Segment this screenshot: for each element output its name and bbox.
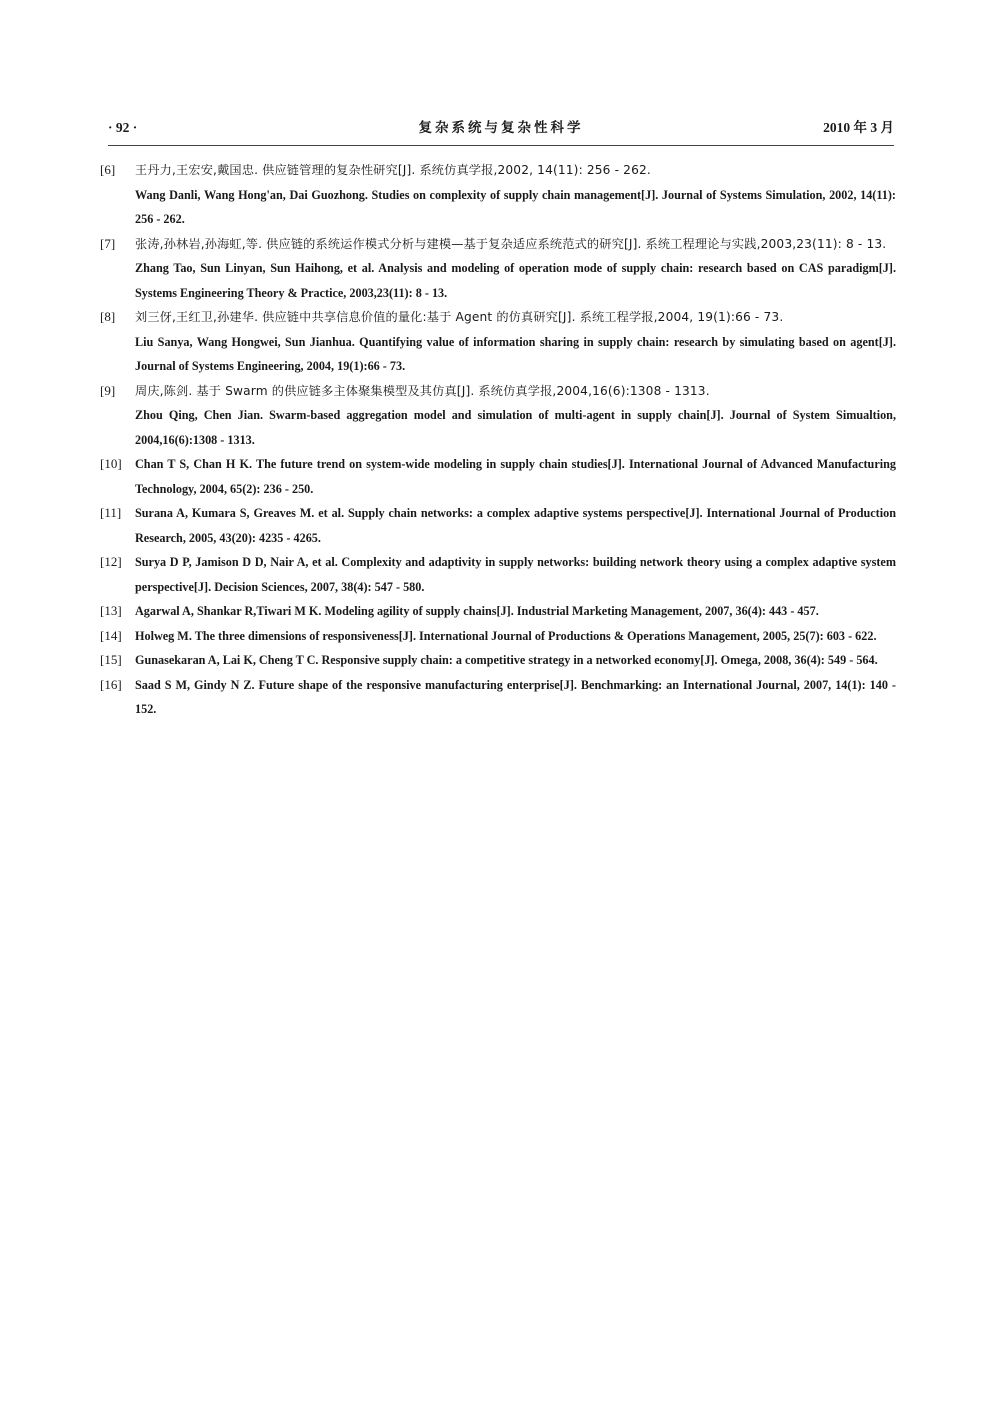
reference-item-6 (100, 158, 896, 232)
reference-item-8 (100, 305, 896, 379)
reference-number: [8] (100, 309, 116, 324)
reference-english-citation: Liu Sanya, Wang Hongwei, Sun Jianhua. Quantifying value of information sharing in supply chain: research by simulating based on agent[J]. Journal of Systems Engineering, 2004, 19(1):66 - 73. (135, 334, 896, 373)
reference-number: [14] (100, 627, 122, 643)
reference-item-16 (100, 673, 896, 722)
journal-title: 复杂系统与复杂性科学 (418, 120, 584, 135)
reference-number: [7] (100, 235, 116, 251)
reference-item-12 (100, 550, 896, 599)
reference-body (135, 158, 896, 232)
reference-english-citation: Zhou Qing, Chen Jian. Swarm-based aggregation model and simulation of multi-agent in supply chain[J]. Journal of System Simualtion, 2004,16(6):1308 - 1313. (135, 408, 896, 447)
reference-number: [6] (100, 162, 116, 177)
reference-citation: Gunasekaran A, Lai K, Cheng T C. Responsive supply chain: a competitive strategy in a networked economy[J]. Omega, 2008, 36(4): 549 - 564. (135, 653, 878, 667)
reference-body (135, 232, 896, 306)
reference-body (135, 379, 896, 453)
reference-chinese-citation: 张涛,孙林岩,孙海虹,等. 供应链的系统运作模式分析与建模—基于复杂适应系统范式的研究[J]. 系统工程理论与实践,2003,23(11): 8 - 13. (135, 236, 887, 251)
reference-item-14 (100, 624, 896, 649)
reference-item-15 (100, 648, 896, 673)
reference-citation: Surya D P, Jamison D D, Nair A, et al. Complexity and adaptivity in supply networks: building network theory using a complex adaptive system perspective[J]. Decision Sciences, 2007, 38(4): 547 - 580. (135, 555, 896, 594)
reference-item-13 (100, 599, 896, 624)
reference-body (135, 648, 896, 673)
page-number: · 92 · (108, 120, 138, 135)
reference-chinese-citation: 周庆,陈剑. 基于 Swarm 的供应链多主体聚集模型及其仿真[J]. 系统仿真学报,2004,16(6):1308 - 1313. (135, 383, 710, 398)
reference-number: [10] (100, 456, 122, 471)
reference-citation: Saad S M, Gindy N Z. Future shape of the responsive manufacturing enterprise[J]. Benchmarking: an International Journal, 2007, 14(1): 140 - 152. (135, 677, 896, 716)
reference-number: [13] (100, 603, 122, 618)
reference-list (100, 158, 896, 722)
reference-english-citation: Wang Danli, Wang Hong'an, Dai Guozhong. Studies on complexity of supply chain management[J]. Journal of Systems Simulation, 2002, 14(11): 256 - 262. (135, 187, 896, 226)
reference-chinese-citation: 刘三伢,王红卫,孙建华. 供应链中共享信息价值的量化:基于 Agent 的仿真研究[J]. 系统工程学报,2004, 19(1):66 - 73. (135, 310, 784, 324)
reference-english-citation: Zhang Tao, Sun Linyan, Sun Haihong, et al. Analysis and modeling of operation mode of supply chain: research based on CAS paradigm[J]. Systems Engineering Theory & Practice, 2003,23(11): 8 - 13. (135, 261, 896, 300)
reference-number: [12] (100, 554, 122, 569)
reference-citation: Surana A, Kumara S, Greaves M. et al. Supply chain networks: a complex adaptive systems perspective[J]. International Journal of Production Research, 2005, 43(20): 4235 - 4265. (135, 506, 896, 545)
reference-item-7 (100, 232, 896, 306)
reference-item-11 (100, 501, 896, 550)
reference-number: [15] (100, 652, 122, 667)
reference-number: [11] (100, 505, 122, 520)
running-header (108, 114, 894, 142)
issue-date: 2010 年 3 月 (823, 120, 894, 135)
reference-citation: Holweg M. The three dimensions of responsiveness[J]. International Journal of Productions & Operations Management, 2005, 25(7): 603 - 622. (135, 628, 877, 643)
reference-body (135, 550, 896, 599)
header-rule (108, 145, 894, 146)
reference-number: [9] (100, 382, 116, 398)
reference-body (135, 452, 896, 501)
reference-body (135, 673, 896, 722)
reference-citation: Chan T S, Chan H K. The future trend on system-wide modeling in supply chain studies[J]. International Journal of Advanced Manufacturing Technology, 2004, 65(2): 236 - 250. (135, 457, 896, 496)
reference-body (135, 599, 896, 624)
reference-body (135, 624, 896, 649)
reference-body (135, 501, 896, 550)
reference-chinese-citation: 王丹力,王宏安,戴国忠. 供应链管理的复杂性研究[J]. 系统仿真学报,2002, 14(11): 256 - 262. (135, 163, 651, 177)
reference-citation: Agarwal A, Shankar R,Tiwari M K. Modeling agility of supply chains[J]. Industrial Marketing Management, 2007, 36(4): 443 - 457. (135, 604, 819, 618)
reference-body (135, 305, 896, 379)
reference-item-10 (100, 452, 896, 501)
reference-item-9 (100, 379, 896, 453)
reference-number: [16] (100, 676, 122, 692)
